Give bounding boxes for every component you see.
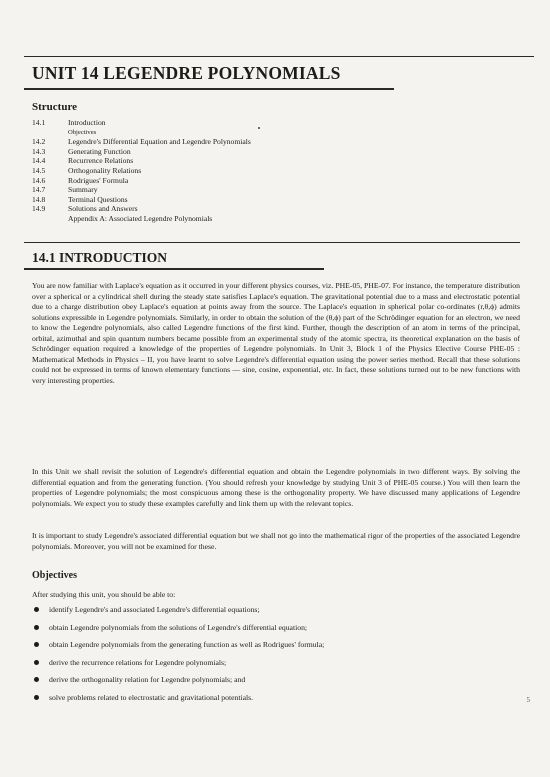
toc-item: 14.3 Generating Function [32,146,131,156]
toc-item: 14.2 Legendre's Differential Equation and Legendre Polynomials [32,137,251,147]
objectives-heading: Objectives [32,570,77,581]
list-item: obtain Legendre polynomials from the solutions of Legendre's differential equation; [32,623,512,641]
scan-speck [258,127,260,129]
list-item: derive the recurrence relations for Legendre polynomials; [32,658,512,676]
page-number: 5 [526,696,530,704]
bullet-icon [34,695,39,700]
intro-paragraph-2: In this Unit we shall revisit the solution of Legendre's differential equation and obtain the Legendre polynomials in two different ways. By solving the differential equation and from the generating function. (You should refresh your knowledge by studying Unit 3 of PHE-05 course.) You will then learn the properties of Legendre polynomials; the most conspicuous among these is the orthogonality property. We have discussed many applications of Legendre polynomials. We expect you to study these examples carefully and link them up with the relevant topics. [32,467,520,508]
top-rule [24,56,534,57]
list-item: obtain Legendre polynomials from the generating function as well as Rodrigues' formula; [32,640,512,658]
toc-item: 14.6 Rodrigues' Formula [32,175,129,185]
table-of-contents [32,118,251,224]
bullet-icon [34,677,39,682]
list-item: solve problems related to electrostatic and gravitational potentials. [32,693,512,711]
section-top-rule [24,242,520,243]
structure-heading: Structure [32,101,78,113]
section-heading: 14.1 INTRODUCTION [32,250,168,265]
intro-paragraph-1: You are now familiar with Laplace's equation as it occurred in your different physics courses, viz. PHE-05, PHE-07. For instance, the temperature distribution over a spherical or a cylindrical shell during the steady state satisfies Laplace's equation. The gravitational potential due to a mass and electrostatic potential due to a charge distribution obey Laplace's equation at points away from the source. The Laplace's equation in spherical polar co-ordinates (r,θ,ϕ) admits solutions expressible in Legendre polynomials. Similarly, in order to obtain the solution of the (θ,ϕ) part of the Schrödinger equation for an electron, we need to know the Legendre polynomials, also called Legendre functions of the first kind. Further, though the description of an atom in terms of the principal, orbital, azimuthal and spin quantum numbers became possible from an experimental study of the atomic spectra, its theoretical explanation on the basis of Schrödinger equation required a knowledge of the properties of Legendre polynomials. In Unit 3, Block 1 of the Physics Elective Course PHE-05 : Mathematical Methods in Physics – II, you have learnt to solve Legendre's differential equation using the power series method. Recall that these solutions could not be expressed in terms of known elementary functions — sine, cosine, exponential, etc. In fact, these solutions turned out to be new functions with very interesting properties. [32,281,520,385]
toc-item: 14.4 Recurrence Relations [32,156,134,166]
toc-item: 14.7 Summary [32,185,98,195]
toc-subitem: Objectives [68,128,97,136]
list-item: derive the orthogonality relation for Legendre polynomials; and [32,675,512,693]
toc-item: 14.1 Introduction [32,118,106,127]
bullet-icon [34,625,39,630]
objectives-intro: After studying this unit, you should be able to: [32,590,176,599]
section-underline [24,268,324,270]
objectives-list [32,605,512,710]
toc-item: 14.8 Terminal Questions [32,194,128,204]
bullet-icon [34,660,39,665]
list-item: identify Legendre's and associated Legendre's differential equations; [32,605,512,623]
bullet-icon [34,607,39,612]
bullet-icon [34,642,39,647]
toc-item: 14.9 Solutions and Answers [32,204,138,214]
unit-title: UNIT 14 LEGENDRE POLYNOMIALS [32,63,341,83]
intro-paragraph-3: It is important to study Legendre's associated differential equation but we shall not go into the mathematical rigor of the properties of the associated Legendre polynomials. Moreover, you will not be examined for these. [32,531,520,551]
toc-item: Appendix A: Associated Legendre Polynomials [68,213,213,223]
title-underline [24,88,394,90]
toc-item: 14.5 Orthogonality Relations [32,165,142,175]
